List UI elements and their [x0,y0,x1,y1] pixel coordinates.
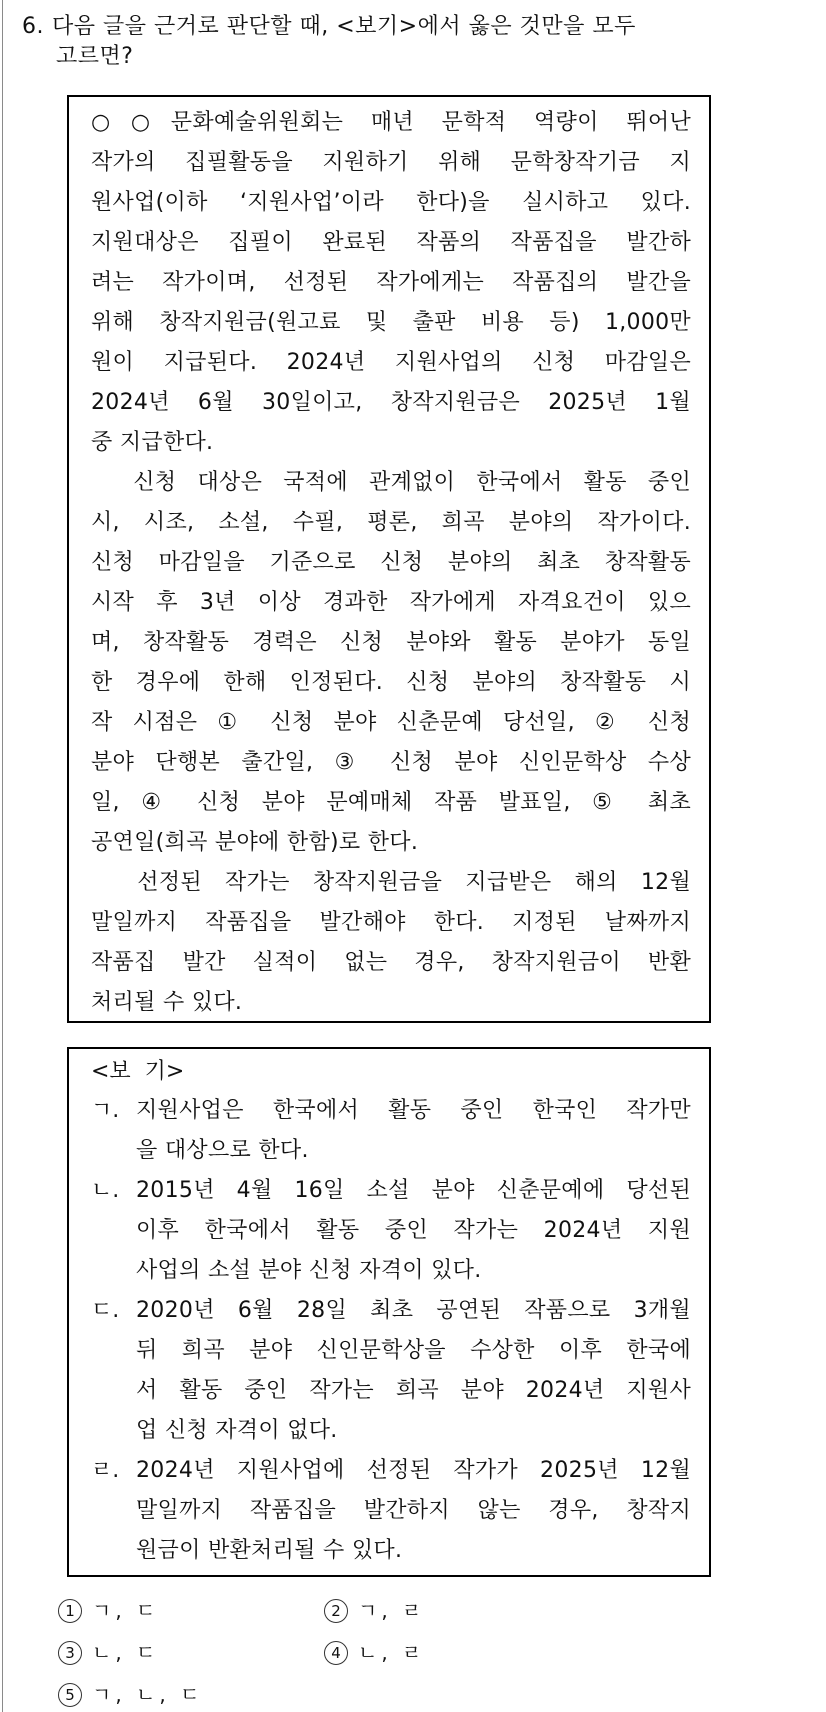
choice-answer: ㄱ, ㄴ, ㄷ [92,1682,204,1707]
choice-number-circle: 1 [58,1599,82,1623]
passage-box [67,95,711,1023]
bogi-marker: ㄱ. [91,1098,120,1123]
passage-line: 지원대상은 집필이 완료된 작품의 작품집을 발간하 [91,230,691,255]
passage-line: 말일까지 작품집을 발간해야 한다. 지정된 날짜까지 [91,910,691,935]
choice-number-circle: 2 [324,1599,348,1623]
choice-number-circle: 4 [324,1641,348,1665]
passage-line: ○○문화예술위원회는 매년 문학적 역량이 뛰어난 [91,110,691,135]
bogi-marker: ㄴ. [91,1178,120,1203]
passage-line: 일, ④ 신청 분야 문예매체 작품 발표일, ⑤ 최초 [91,790,691,815]
bogi-line: 원금이 반환처리될 수 있다. [136,1538,403,1563]
passage-line: 선정된 작가는 창작지원금을 지급받은 해의 12월 [91,870,691,895]
bogi-line: 뒤 희곡 분야 신인문학상을 수상한 이후 한국에 [136,1338,691,1363]
passage-line: 작품집 발간 실적이 없는 경우, 창작지원금이 반환 [91,950,691,975]
passage-line: 시작 후 3년 이상 경과한 작가에게 자격요건이 있으 [91,590,691,615]
choice-answer: ㄴ, ㄷ [92,1640,160,1665]
question-stem [22,12,782,72]
bogi-line: 이후 한국에서 활동 중인 작가는 2024년 지원 [136,1218,691,1243]
passage-line: 시, 시조, 소설, 수필, 평론, 희곡 분야의 작가이다. [91,510,691,535]
choice-number-circle: 5 [58,1683,82,1707]
choice-5[interactable] [58,1679,203,1709]
passage-line: 2024년 6월 30일이고, 창작지원금은 2025년 1월 [91,390,691,415]
passage-line: 원이 지급된다. 2024년 지원사업의 신청 마감일은 [91,350,691,375]
passage-line: 작 시점은 ① 신청 분야 신춘문예 당선일, ② 신청 [91,710,691,735]
bogi-line: 2024년 지원사업에 선정된 작가가 2025년 12월 [136,1458,691,1483]
bogi-box [67,1047,711,1577]
passage-line: 신청 마감일을 기준으로 신청 분야의 최초 창작활동 [91,550,691,575]
choice-answer: ㄱ, ㄷ [92,1598,160,1623]
question-text: 다음 글을 근거로 판단할 때, <보기>에서 옳은 것만을 모두 [52,14,636,39]
choice-1[interactable] [58,1595,159,1625]
passage-line: 분야 단행본 출간일, ③ 신청 분야 신인문학상 수상 [91,750,691,775]
question-line-2: 고르면? [56,44,134,69]
bogi-title: <보 기> [91,1059,185,1084]
passage-line: 원사업(이하 ‘지원사업’이라 한다)을 실시하고 있다. [91,190,691,215]
bogi-line: 업 신청 자격이 없다. [136,1418,338,1443]
question-number: 6. [22,14,44,39]
passage-line: 며, 창작활동 경력은 신청 분야와 활동 분야가 동일 [91,630,691,655]
passage-line: 처리될 수 있다. [91,990,243,1015]
passage-line: 려는 작가이며, 선정된 작가에게는 작품집의 발간을 [91,270,691,295]
passage-line: 중 지급한다. [91,430,214,455]
passage-line: 신청 대상은 국적에 관계없이 한국에서 활동 중인 [91,470,691,495]
passage-line: 한 경우에 한해 인정된다. 신청 분야의 창작활동 시 [91,670,691,695]
choice-3[interactable] [58,1637,159,1667]
bogi-marker: ㄷ. [91,1298,120,1323]
bogi-item-giyeok [91,1091,691,1171]
bogi-line: 을 대상으로 한다. [136,1138,309,1163]
question-line-1 [22,12,782,42]
bogi-line: 2020년 6월 28일 최초 공연된 작품으로 3개월 [136,1298,691,1323]
choice-answer: ㄴ, ㄹ [358,1640,426,1665]
bogi-line: 서 활동 중인 작가는 희곡 분야 2024년 지원사 [136,1378,691,1403]
bogi-item-digeut [91,1291,691,1451]
choice-2[interactable] [324,1595,425,1625]
bogi-line: 말일까지 작품집을 발간하지 않는 경우, 창작지 [136,1498,691,1523]
page-left-border [2,0,3,1712]
bogi-line: 2015년 4월 16일 소설 분야 신춘문예에 당선된 [136,1178,691,1203]
passage-line: 공연일(희곡 분야에 한함)로 한다. [91,830,419,855]
bogi-item-nieun [91,1171,691,1291]
bogi-line: 지원사업은 한국에서 활동 중인 한국인 작가만 [136,1098,691,1123]
bogi-line: 사업의 소설 분야 신청 자격이 있다. [136,1258,482,1283]
bogi-marker: ㄹ. [91,1458,120,1483]
passage-line: 위해 창작지원금(원고료 및 출판 비용 등) 1,000만 [91,310,691,335]
choice-answer: ㄱ, ㄹ [358,1598,426,1623]
choice-number-circle: 3 [58,1641,82,1665]
bogi-item-rieul [91,1451,691,1571]
choice-4[interactable] [324,1637,425,1667]
passage-line: 작가의 집필활동을 지원하기 위해 문학창작기금 지 [91,150,691,175]
